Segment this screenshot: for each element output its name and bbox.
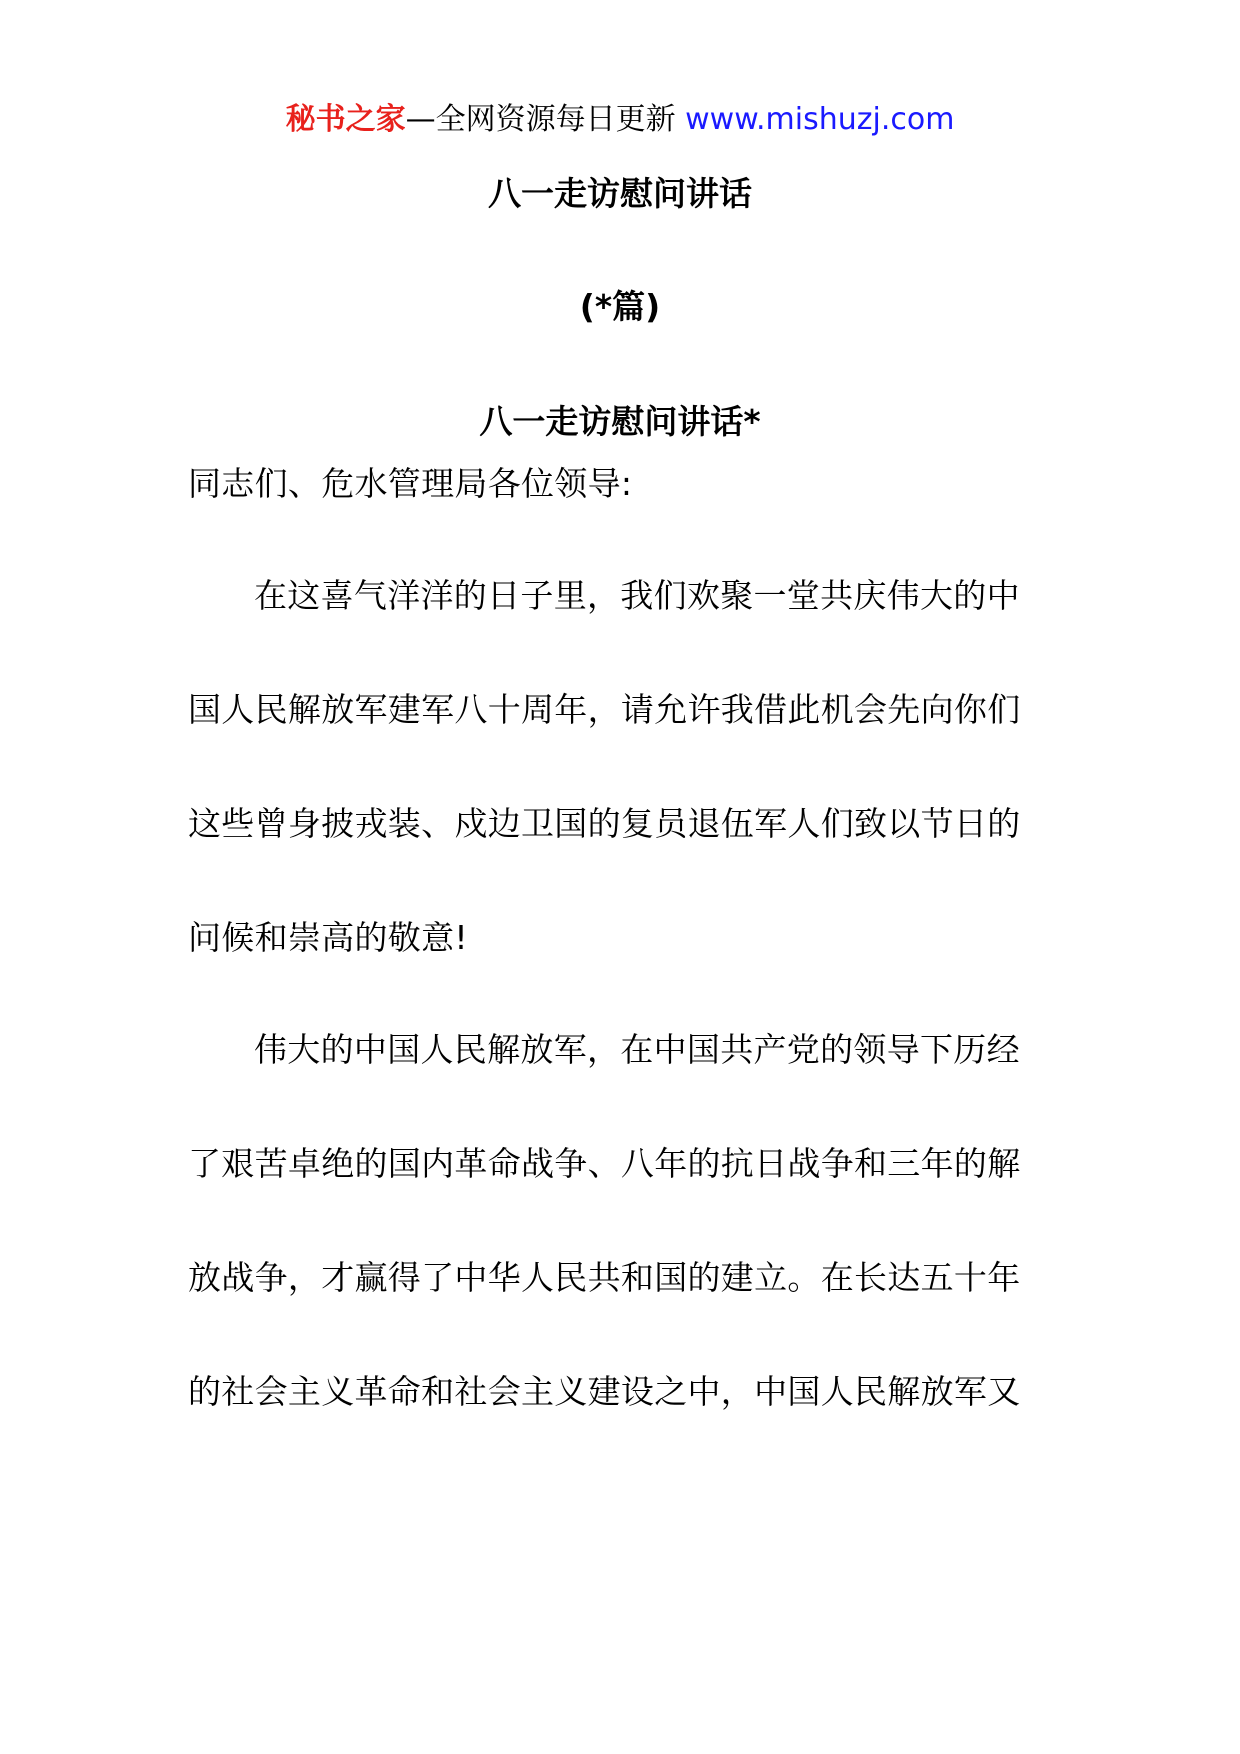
- body-line: 国人民解放军建军八十周年，请允许我借此机会先向你们: [188, 690, 1021, 729]
- document-subtitle: (*篇): [579, 287, 661, 326]
- document-title: 八一走访慰问讲话: [488, 174, 752, 213]
- header-url-link[interactable]: www.mishuzj.com: [685, 102, 955, 137]
- site-header: [0, 100, 1240, 140]
- body-line: 这些曾身披戎装、戍边卫国的复员退伍军人们致以节日的: [188, 804, 1021, 843]
- body-line: 在这喜气洋洋的日子里，我们欢聚一堂共庆伟大的中: [254, 576, 1020, 615]
- body-line: 放战争，才赢得了中华人民共和国的建立。在长达五十年: [188, 1258, 1021, 1297]
- header-brand: 秘书之家: [285, 102, 406, 137]
- salutation: 同志们、危水管理局各位领导:: [188, 464, 633, 503]
- body-line: 了艰苦卓绝的国内革命战争、八年的抗日战争和三年的解: [188, 1144, 1021, 1183]
- section-title: 八一走访慰问讲话*: [479, 402, 761, 441]
- header-tagline: —全网资源每日更新: [405, 102, 686, 137]
- body-line: 问候和崇高的敬意!: [188, 918, 468, 957]
- body-line: 的社会主义革命和社会主义建设之中，中国人民解放军又: [188, 1372, 1021, 1411]
- body-line: 伟大的中国人民解放军，在中国共产党的领导下历经: [254, 1030, 1020, 1069]
